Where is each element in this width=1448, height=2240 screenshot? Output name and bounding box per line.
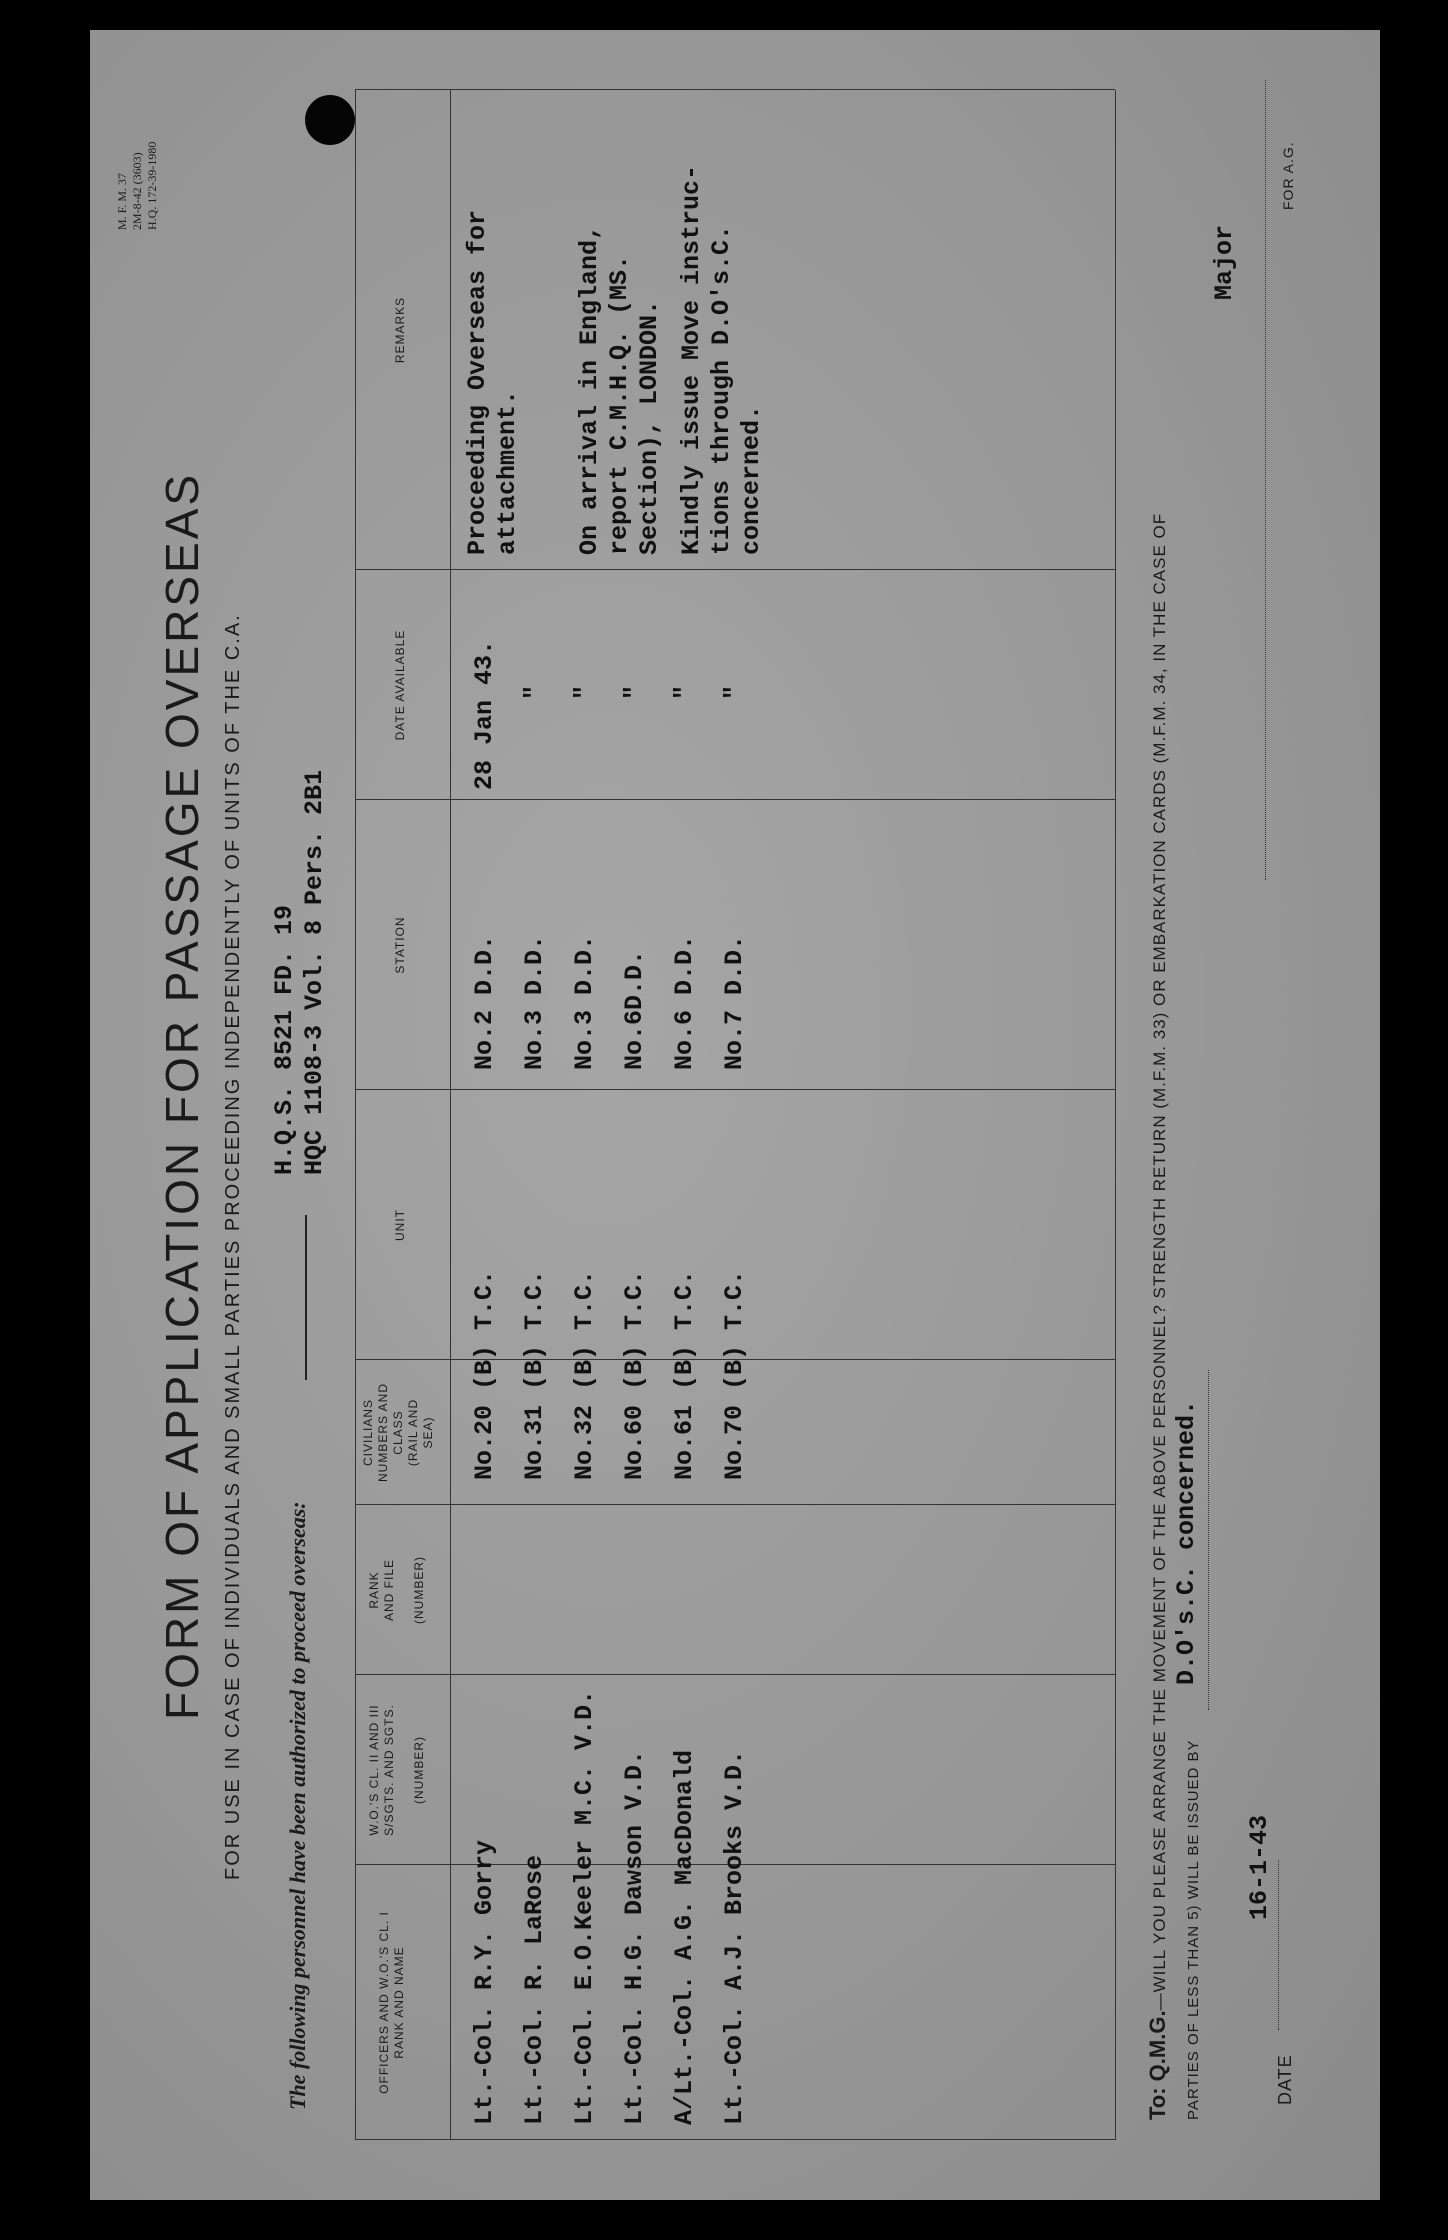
- header-remarks: REMARKS: [393, 296, 407, 364]
- remark-line: concerned.: [737, 404, 766, 555]
- unit-value: No.61 (B) T.C.: [670, 1269, 699, 1480]
- date-underline: [1278, 1860, 1279, 2030]
- file-reference: HQC 1108-3 Vol. 8 Pers. 2B1: [300, 769, 329, 1175]
- header-rank-file: RANK AND FILE (NUMBER): [367, 1556, 426, 1624]
- qmg-request: [1145, 513, 1171, 2120]
- header-wos: W.O.'S CL. II AND III S/SGTS. AND SGTS. (NUMBER): [367, 1704, 426, 1836]
- unit-value: No.70 (B) T.C.: [720, 1269, 749, 1480]
- remark-line: tions through D.O's.C.: [707, 224, 736, 555]
- officer-name: Lt.-Col. E.O.Keeler M.C. V.D.: [570, 1689, 599, 2125]
- date-label: DATE: [1275, 2054, 1295, 2105]
- station-value: No.6 D.D.: [670, 934, 699, 1070]
- form-ref-line: H.Q. 172-39-1980: [145, 141, 159, 230]
- date-available-value: ": [620, 684, 649, 700]
- authorized-statement: The following personnel have been authorized to proceed overseas:: [285, 1501, 310, 2110]
- officer-name: Lt.-Col. R.Y. Gorry: [470, 1839, 499, 2125]
- blank-rule: [305, 1215, 307, 1380]
- table-rule: [1115, 90, 1116, 2140]
- remark-line: Kindly issue Move instruc-: [677, 164, 706, 555]
- column-rule: [355, 1504, 1115, 1505]
- signature-rank: Major: [1210, 224, 1239, 300]
- header-date-available: DATE AVAILABLE: [393, 629, 407, 741]
- passage-application-form: [100, 30, 1370, 2180]
- column-rule: [355, 2139, 1115, 2140]
- officer-name: Lt.-Col. H.G. Dawson V.D.: [620, 1749, 649, 2125]
- remark-line: On arrival in England,: [575, 224, 604, 555]
- unit-value: No.31 (B) T.C.: [520, 1269, 549, 1480]
- to-text: —WILL YOU PLEASE ARRANGE THE MOVEMENT OF THE ABOVE PERSONNEL? STRENGTH RETURN (M.F.M. 33) OR EMBARKATION CARDS (M.F.M. 34, IN THE CASE OF: [1150, 512, 1169, 2011]
- station-value: No.2 D.D.: [470, 934, 499, 1070]
- officer-name: Lt.-Col. R. LaRose: [520, 1854, 549, 2125]
- date-available-value: ": [520, 684, 549, 700]
- officer-name: A/Lt.-Col. A.G. MacDonald: [670, 1749, 699, 2125]
- date-available-value: ": [670, 684, 699, 700]
- station-value: No.7 D.D.: [720, 934, 749, 1070]
- officer-name: Lt.-Col. A.J. Brooks V.D.: [720, 1749, 749, 2125]
- form-subtitle: FOR USE IN CASE OF INDIVIDUALS AND SMALL PARTIES PROCEEDING INDEPENDENTLY OF UNITS OF THE C.A.: [222, 613, 244, 1880]
- parties-note: PARTIES OF LESS THAN 5) WILL BE ISSUED BY: [1185, 1739, 1202, 2120]
- remark-line: Section), LONDON.: [635, 299, 664, 555]
- issued-by-underline: [1208, 1370, 1209, 1710]
- column-rule: [355, 1089, 1115, 1090]
- date-available-value: ": [720, 684, 749, 700]
- date-available-value: 28 Jan 43.: [470, 639, 499, 790]
- signature-line: [1265, 80, 1266, 880]
- form-ref-line: 2M-8-42 (3603): [130, 152, 144, 230]
- column-rule: [355, 799, 1115, 800]
- for-ag-label: FOR A.G.: [1280, 141, 1296, 210]
- to-label: To: Q.M.G.: [1145, 2010, 1170, 2120]
- form-reference: [115, 142, 160, 230]
- header-officers: OFFICERS AND W.O.'S CL. I RANK AND NAME: [377, 1911, 406, 2094]
- column-rule: [355, 569, 1115, 570]
- column-rule: [355, 1674, 1115, 1675]
- remark-line: Proceeding Overseas for: [463, 209, 492, 555]
- form-title: FORM OF APPLICATION FOR PASSAGE OVERSEAS: [156, 471, 208, 1720]
- personnel-table: [355, 90, 1115, 2140]
- table-rule: [450, 90, 451, 2140]
- header-unit: UNIT: [393, 1209, 407, 1241]
- station-value: No.3 D.D.: [570, 934, 599, 1070]
- remark-line: report C.M.H.Q. (MS.: [605, 254, 634, 555]
- station-value: No.3 D.D.: [520, 934, 549, 1070]
- date-available-value: ": [570, 684, 599, 700]
- unit-value: No.32 (B) T.C.: [570, 1269, 599, 1480]
- table-rule: [355, 90, 356, 2140]
- station-value: No.6D.D.: [620, 949, 649, 1070]
- issued-by-value: D.O's.C. concerned.: [1172, 1399, 1201, 1685]
- date-value: 16-1-43: [1245, 1814, 1274, 1920]
- form-ref-line: M. F. M. 37: [115, 172, 129, 230]
- file-reference: H.Q.S. 8521 FD. 19: [270, 904, 299, 1175]
- header-civilians: CIVILIANS NUMBERS AND CLASS (RAIL AND SEA): [361, 1383, 435, 1483]
- unit-value: No.60 (B) T.C.: [620, 1269, 649, 1480]
- header-station: STATION: [393, 916, 407, 974]
- unit-value: No.20 (B) T.C.: [470, 1269, 499, 1480]
- column-rule: [355, 89, 1115, 90]
- remark-line: attachment.: [493, 389, 522, 555]
